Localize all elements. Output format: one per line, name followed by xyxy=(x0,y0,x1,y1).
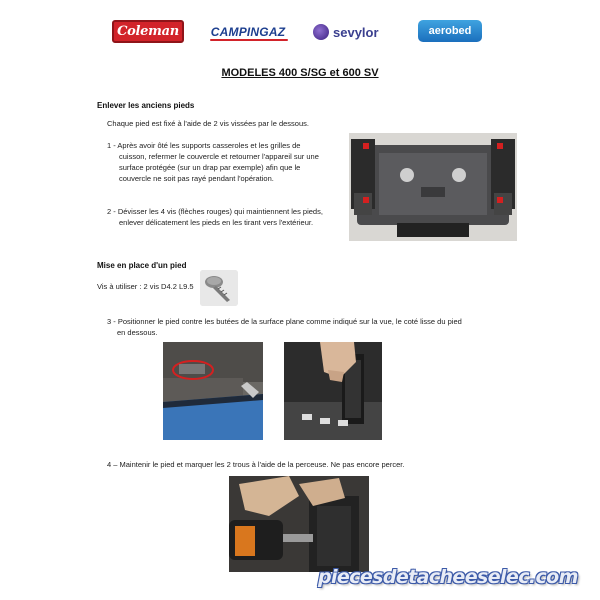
hand-foot-illustration xyxy=(284,342,382,440)
step-2-line: 2 - Dévisser les 4 vis (flèches rouges) qui maintiennent les pieds, xyxy=(107,207,323,216)
drill-marking-illustration xyxy=(229,476,369,572)
step-3-text xyxy=(107,316,462,338)
section-heading-install: Mise en place d'un pied xyxy=(97,261,187,270)
step-2-text xyxy=(107,206,323,228)
step-1-line: surface protégée (sur un drap par exemple) afin que le xyxy=(119,163,301,172)
sevylor-logo-text: sevylor xyxy=(333,24,379,40)
campingaz-swoosh xyxy=(210,39,288,41)
aerobed-logo xyxy=(418,20,482,42)
watermark: piecesdetacheeselec.com xyxy=(318,566,578,588)
sevylor-ball-icon xyxy=(313,24,329,40)
screw-illustration xyxy=(200,270,238,306)
grill-underside-photo xyxy=(349,133,517,241)
step-1-text xyxy=(107,140,319,184)
intro-text: Chaque pied est fixé à l'aide de 2 vis vissées par le dessous. xyxy=(107,119,309,128)
hand-foot-photo xyxy=(284,342,382,440)
campingaz-logo xyxy=(206,20,290,44)
step-4-text: 4 – Maintenir le pied et marquer les 2 trous à l'aide de la perceuse. Ne pas encore percer. xyxy=(107,460,405,469)
aerobed-logo-text: aerobed xyxy=(428,25,472,37)
step-3-line: en dessous. xyxy=(117,328,158,337)
screw-spec-text: Vis à utiliser : 2 vis D4.2 L9.5 xyxy=(97,282,194,291)
section-heading-remove: Enlever les anciens pieds xyxy=(97,101,195,110)
grill-underside-illustration xyxy=(349,133,517,241)
step-1-line: cuisson, refermer le couvercle et retourner l'appareil sur une xyxy=(119,152,319,161)
step-3-line: 3 - Positionner le pied contre les butées de la surface plane comme indiqué sur la vue, le coté lisse du pied xyxy=(107,317,462,326)
screw-photo xyxy=(200,270,238,306)
coleman-logo xyxy=(112,20,184,43)
foot-position-illustration xyxy=(163,342,263,440)
foot-position-photo xyxy=(163,342,263,440)
step-1-line: 1 - Après avoir ôté les supports casseroles et les grilles de xyxy=(107,141,301,150)
sevylor-logo xyxy=(313,20,395,44)
coleman-logo-text: Coleman xyxy=(117,24,179,39)
step-1-line: couvercle ne soit pas rayé pendant l'opération. xyxy=(119,174,274,183)
drill-marking-photo xyxy=(229,476,369,572)
campingaz-logo-text: CAMPINGAZ xyxy=(210,25,286,39)
step-2-line: enlever délicatement les pieds en les tirant vers l'extérieur. xyxy=(119,218,314,227)
brand-logos xyxy=(0,16,600,48)
page-title: MODELES 400 S/SG et 600 SV xyxy=(221,67,379,79)
